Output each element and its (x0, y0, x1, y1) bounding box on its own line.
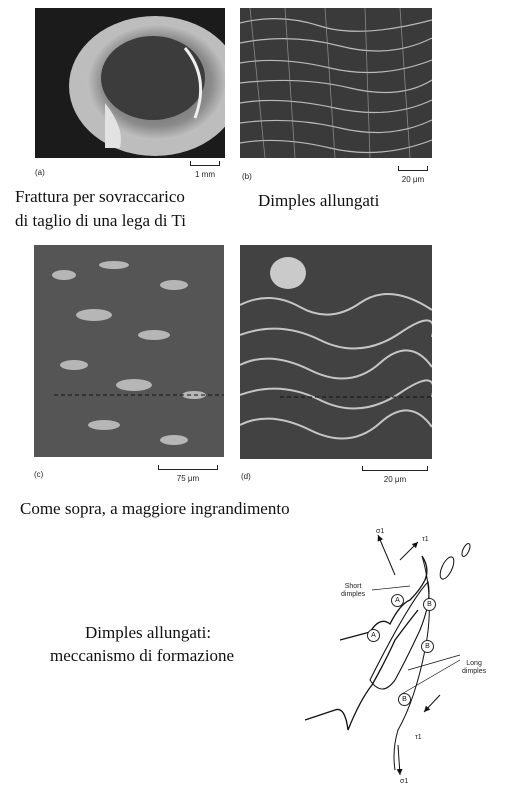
scale-bar-c (158, 465, 218, 483)
short-dimples-label (341, 583, 365, 599)
sigma-bottom-arrow (398, 745, 400, 775)
scale-bar-b (398, 166, 428, 184)
scale-bar-line (190, 161, 220, 166)
caption-mechanism-line1: Dimples allungati: (85, 623, 212, 642)
shear-plane-line (394, 556, 429, 770)
dimples-image-c (34, 245, 224, 457)
long-dimples-line1: Long (466, 660, 482, 667)
marker-b-3: B (398, 693, 411, 706)
fracture-image-a (35, 8, 225, 158)
scale-bar-d (362, 466, 428, 484)
scale-bar-line (362, 466, 428, 471)
long-dimples-leader-2 (400, 660, 460, 695)
scale-bar-text: 20 μm (401, 175, 425, 184)
scale-bar-text: 1 mm (195, 170, 215, 179)
caption-cd: Come sopra, a maggiore ingrandimento (20, 499, 290, 518)
tau-bottom-arrow (424, 695, 440, 712)
caption-mechanism-line2: meccanismo di formazione (50, 646, 235, 665)
sigma-bottom-label: σ1 (400, 778, 409, 785)
sigma-top-arrow (378, 535, 395, 575)
marker-b-2: B (421, 640, 434, 653)
dimples-image-d (240, 245, 432, 459)
figure-label-d: (d) (241, 472, 251, 481)
long-dimples-line2: dimples (462, 668, 487, 675)
tau-top-arrow (400, 542, 418, 560)
long-dimples-leader-1 (408, 655, 460, 670)
short-dimples-line1: Short (344, 583, 362, 590)
marker-b-1: B (423, 598, 436, 611)
caption-a-line1: Frattura per sovraccarico (15, 187, 185, 206)
detached-void-1 (437, 555, 456, 581)
fracture-photo-c (34, 245, 224, 457)
figure-label-c: (c) (34, 470, 44, 479)
tau-top-label: τ1 (422, 536, 429, 543)
fracture-photo-d (240, 245, 432, 459)
caption-a-line2: di taglio di una lega di Ti (15, 211, 186, 230)
tau-bottom-label: τ1 (415, 734, 422, 741)
marker-a-1: A (391, 594, 404, 607)
short-dimples-line2: dimples (341, 591, 366, 598)
fracture-photo-a (35, 8, 225, 158)
scale-bar-line (158, 465, 218, 470)
short-dimples-leader (372, 586, 410, 590)
scale-bar-text: 75 μm (176, 474, 200, 483)
caption-b: Dimples allungati (258, 191, 380, 210)
fracture-photo-b (240, 8, 432, 158)
long-dimples-label (462, 660, 486, 676)
lower-fracture-profile (305, 610, 418, 730)
marker-a-2: A (367, 629, 380, 642)
mechanism-diagram (300, 520, 500, 788)
figure-label-b: (b) (242, 172, 252, 181)
scale-bar-text: 20 μm (383, 475, 407, 484)
sigma-top-label: σ1 (376, 528, 385, 535)
detached-void-2 (460, 542, 471, 557)
dimples-image-b (240, 8, 432, 158)
scale-bar-line (398, 166, 428, 171)
figure-label-a: (a) (35, 168, 45, 177)
scale-bar-a (190, 161, 220, 179)
